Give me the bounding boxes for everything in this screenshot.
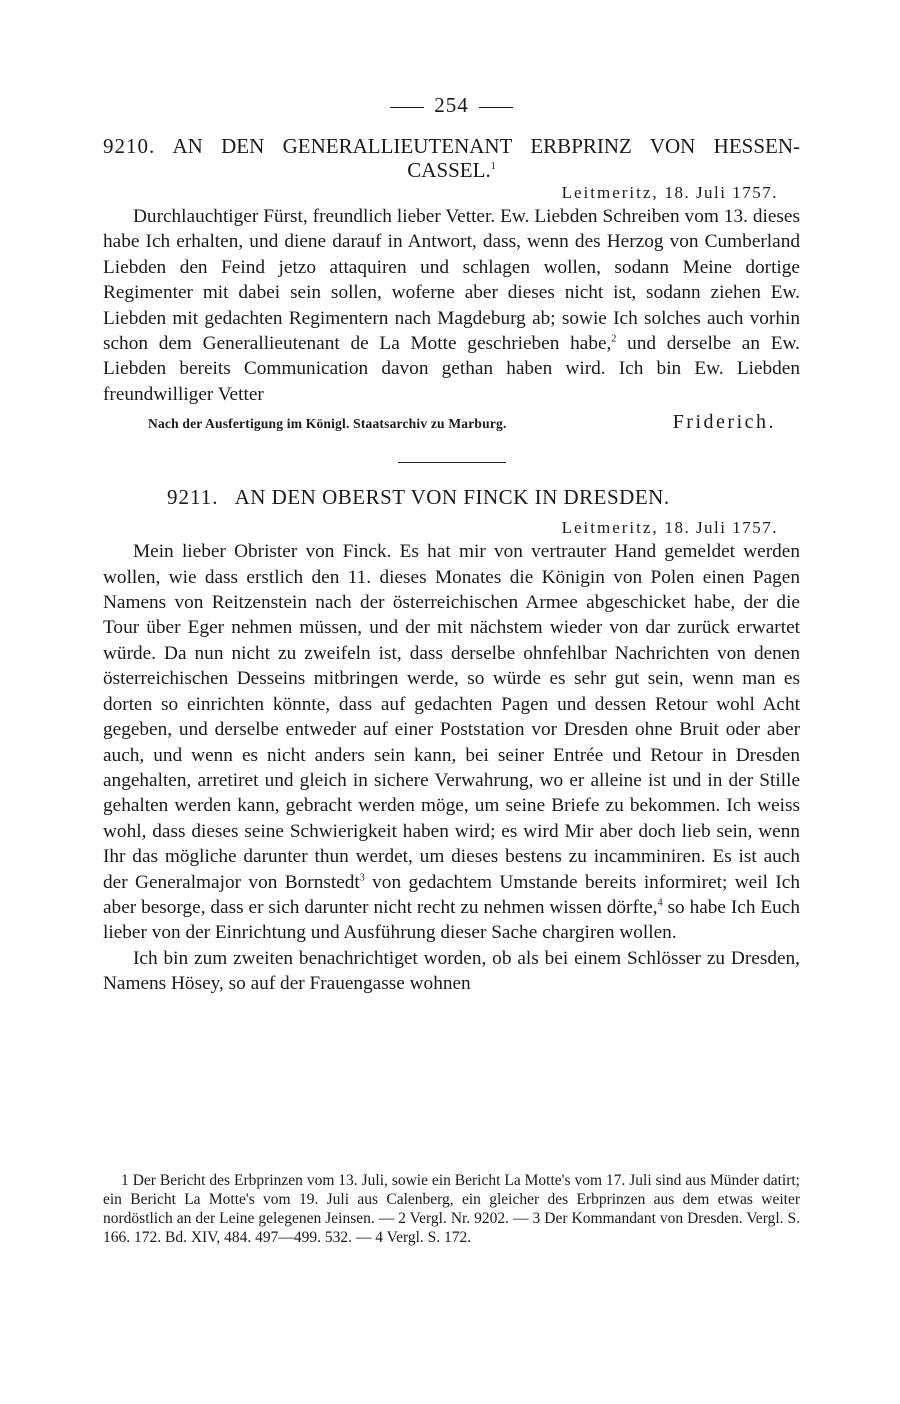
letter-1-title-line1: AN DEN GENERALLIEUTENANT ERBPRINZ VON HESSEN- (172, 134, 801, 158)
letter-2-title: AN DEN OBERST VON FINCK IN DRESDEN. (234, 485, 670, 510)
letter-1-dateline (103, 182, 800, 204)
letter-1-place: Leitmeritz, (561, 183, 659, 202)
dash-right (479, 107, 513, 108)
letter-2-date: 18. Juli 1757. (664, 518, 778, 538)
letter-1-footer (103, 411, 800, 434)
page-number-row (103, 90, 800, 120)
letter-1-source: Nach der Ausfertigung im Königl. Staatsarchiv zu Marburg. (148, 416, 507, 432)
footnotes-text: 1 Der Bericht des Erbprinzen vom 13. Juli, sowie ein Bericht La Motte's vom 17. Juli sind aus Münder datirt; ein Bericht La Motte's vom 19. Juli aus Calenberg, ein gleicher des Erbprinzen aus dem etwas weiter nordöstlich an der Leine gelegenen Jeinsen. — 2 Vergl. Nr. 9202. — 3 Der Kommandant von Dresden. Vergl. S. 166. 172. Bd. XIV, 484. 497—499. 532. — 4 Vergl. S. 172. (103, 1172, 800, 1246)
dash-left (390, 107, 424, 108)
letter-2-heading (103, 485, 800, 509)
letter-2-dateline (103, 517, 800, 539)
footnotes (103, 1171, 800, 1247)
letter-2-text-b: von gedachtem Umstande bereits informiret; weil Ich aber besorge, dass er sich darunter nicht recht zu nehmen wissen dörfte, (103, 871, 800, 918)
letter-2-text-a: Mein lieber Obrister von Finck. Es hat mir von vertrauter Hand gemeldet werden wollen, wie dass erstlich den 11. dieses Monates die Königin von Polen einen Pagen Namens von Reitzenstein nach der österreichischen Armee abgeschicket habe, der die Tour über Eger nehmen müssen, und der mit nächstem wieder von dar zurück erwartet würde. Da nun nicht zu zweifeln ist, dass derselbe ohnfehlbar Nachrichten von denen österreichischen Desseins mitbringen werde, so würde es sehr gut sein, wenn man es dorten so einrichten könnte, dass auf gedachten Pagen und dessen Retour wohl Acht gegeben, und derselbe entweder auf einer Poststation vor Dresden ohne Bruit oder aber auch, und wenn es nicht anders sein kann, bei seiner Entrée und Retour in Dresden angehalten, arretiret und gleich in sichere Verwahrung, wo er alleine ist und in der Stille gehalten werden kann, gebracht werden möge, um seine Briefe zu bekommen. Ich weiss wohl, dass dieses seine Schwierigkeit haben wird; es wird Mir aber doch lieb sein, wenn Ihr das mögliche darunter thun werdet, um dieses bestens zu incamminiren. Es ist auch der Generalmajor von Bornstedt (103, 541, 800, 893)
letter-1-date: 18. Juli 1757. (664, 183, 778, 202)
letter-1-signature: Friderich. (672, 411, 776, 434)
footnote-ref-2: 2 (611, 333, 617, 345)
footnote-ref-4: 4 (657, 897, 663, 909)
page-body (103, 90, 800, 997)
letter-2-place: Leitmeritz, (561, 518, 659, 538)
letter-1-paragraph (103, 204, 800, 407)
letter-1-heading (103, 134, 800, 182)
letter-1-text-a: Durchlauchtiger Fürst, freundlich lieber Vetter. Ew. Liebden Schreiben vom 13. dieses habe Ich erhalten, und diene darauf in Antwort, dass, wenn des Herzog von Cumberland Liebden den Feind jetzo attaquiren und schlagen wollen, sodann Meine dortige Regimenter mit dabei sein sollen, woferne aber dieses nicht ist, sodann ziehen Ew. Liebden mit gedachten Regimentern nach Magdeburg ab; sowie Ich solches auch vorhin schon dem Generallieutenant de La Motte geschrieben habe, (103, 206, 800, 355)
section-divider (398, 462, 506, 463)
footnote-ref-1: 1 (490, 161, 496, 172)
letter-1-number: 9210. (103, 134, 156, 158)
letter-1-text (103, 204, 800, 407)
page-number: 254 (434, 93, 469, 117)
letter-2-paragraph-1 (103, 539, 800, 946)
footnote-ref-3: 3 (359, 872, 365, 884)
letter-1-title-line2: CASSEL. (407, 158, 491, 182)
letter-2-number: 9211. (167, 485, 219, 510)
letter-1-text-b: und derselbe an Ew. Liebden bereits Communication davon gethan haben wird. Ich bin Ew. Liebden freundwilliger Vetter (103, 333, 800, 405)
letter-2-text (103, 539, 800, 996)
letter-2-text-c: so habe Ich Euch lieber von der Einrichtung und Ausführung dieser Sache chargiren wollen. (103, 896, 801, 944)
letter-2-paragraph-2: Ich bin zum zweiten benachrichtiget worden, ob als bei einem Schlösser zu Dresden, Namens Hösey, so auf der Frauengasse wohnen (103, 947, 800, 995)
